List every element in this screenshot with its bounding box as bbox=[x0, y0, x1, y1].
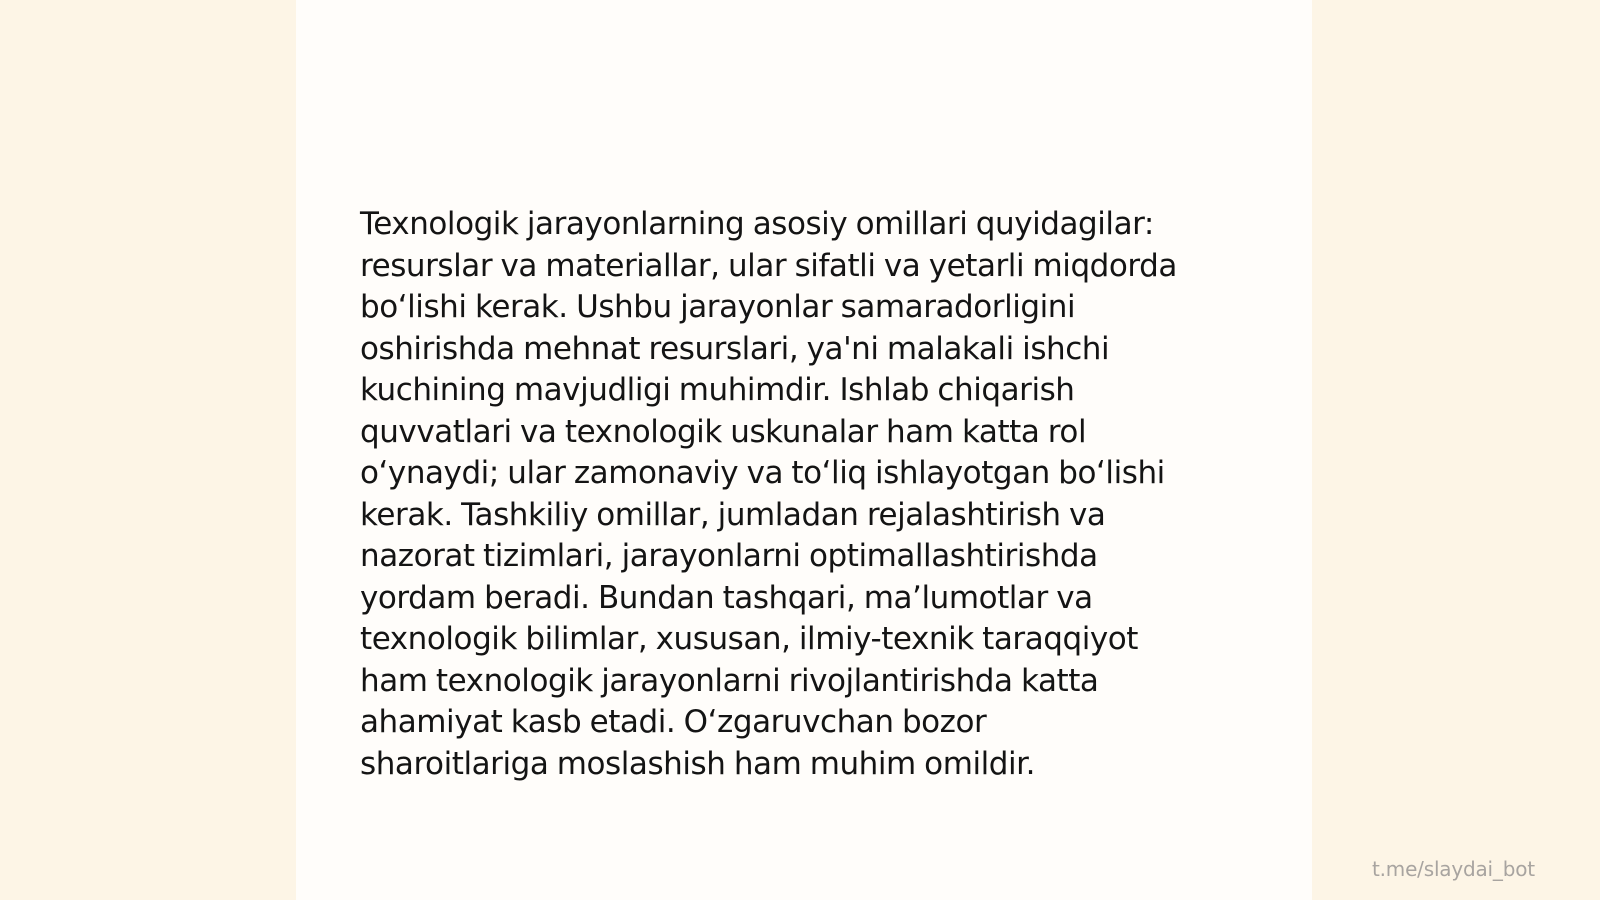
text-line: o‘ynaydi; ular zamonaviy va to‘liq ishlayotgan bo‘lishi bbox=[360, 455, 1165, 491]
text-line: kuchining mavjudligi muhimdir. Ishlab chiqarish bbox=[360, 372, 1075, 408]
text-line: Texnologik jarayonlarning asosiy omillari quyidagilar: bbox=[360, 206, 1154, 242]
text-line: ham texnologik jarayonlarni rivojlantirishda katta bbox=[360, 662, 1099, 699]
text-line: kerak. Tashkiliy omillar, jumladan rejalashtirish va bbox=[360, 496, 1106, 533]
text-line: nazorat tizimlari, jarayonlarni optimallashtirishda bbox=[360, 538, 1098, 574]
text-line: sharoitlariga moslashish ham muhim omildir. bbox=[360, 745, 1036, 782]
text-line: ahamiyat kasb etadi. O‘zgaruvchan bozor bbox=[360, 704, 987, 740]
text-line: oshirishda mehnat resurslari, ya'ni malakali ishchi bbox=[360, 330, 1110, 367]
text-line: quvvatlari va texnologik uskunalar ham katta rol bbox=[360, 413, 1087, 450]
text-line: texnologik bilimlar, xususan, ilmiy-texnik taraqqiyot bbox=[360, 621, 1138, 657]
text-line: resurslar va materiallar, ular sifatli va yetarli miqdorda bbox=[360, 247, 1177, 284]
slide-body-text bbox=[360, 204, 1260, 785]
watermark-link[interactable]: t.me/slaydai_bot bbox=[1372, 857, 1535, 881]
right-margin-band bbox=[1312, 0, 1600, 900]
left-margin-band bbox=[0, 0, 296, 900]
slide-canvas bbox=[296, 0, 1312, 900]
text-line: bo‘lishi kerak. Ushbu jarayonlar samaradorligini bbox=[360, 289, 1076, 325]
text-line: yordam beradi. Bundan tashqari, ma’lumotlar va bbox=[360, 579, 1093, 616]
